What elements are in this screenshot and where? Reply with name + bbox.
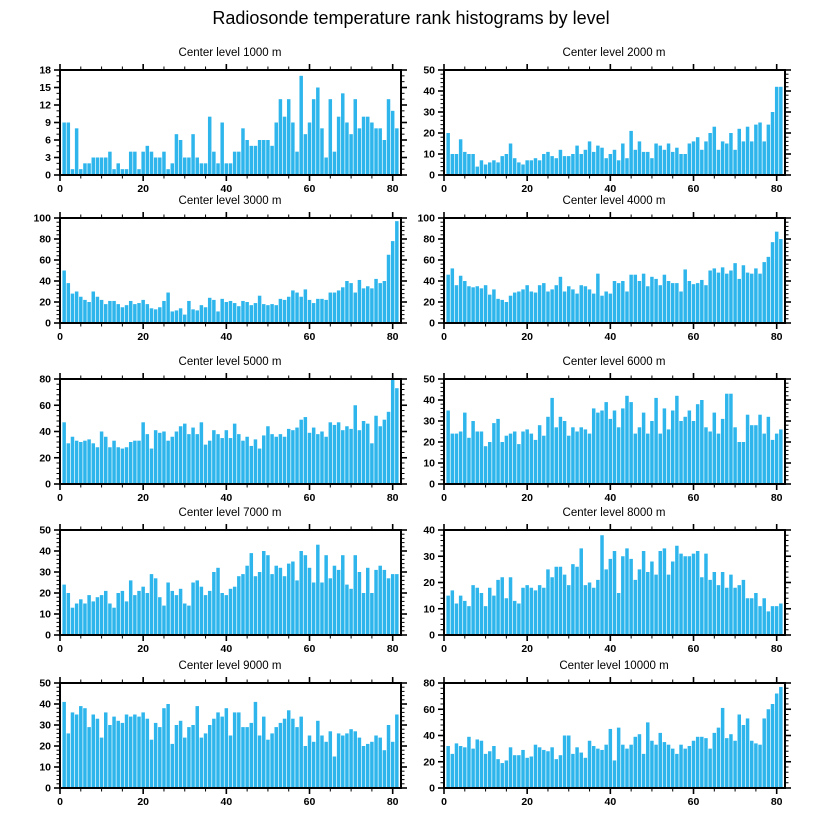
svg-text:40: 40 [39,275,51,288]
svg-text:20: 20 [521,331,534,343]
svg-text:0: 0 [441,331,447,343]
svg-text:0: 0 [441,796,447,808]
svg-text:80: 80 [770,492,783,504]
svg-text:40: 40 [604,331,617,343]
svg-text:0: 0 [429,782,435,795]
svg-text:80: 80 [386,492,399,504]
svg-text:0: 0 [57,331,63,343]
svg-text:10: 10 [423,457,435,470]
svg-text:9: 9 [45,117,51,129]
svg-text:20: 20 [39,587,51,600]
svg-text:80: 80 [770,183,783,195]
chart-title: Center level 9000 m [178,660,282,672]
svg-text:60: 60 [303,331,316,343]
svg-text:80: 80 [386,643,399,655]
svg-text:80: 80 [770,643,783,655]
svg-text:40: 40 [220,331,233,343]
svg-text:30: 30 [39,719,51,732]
histogram-plot [10,522,430,662]
svg-text:60: 60 [303,643,316,655]
svg-text:0: 0 [429,169,435,182]
svg-text:20: 20 [423,577,435,589]
svg-text:80: 80 [770,796,783,808]
chart-title: Center level 5000 m [178,356,282,368]
svg-text:60: 60 [687,643,700,655]
svg-text:15: 15 [39,82,51,94]
svg-text:40: 40 [220,183,233,195]
page-title: Radiosonde temperature rank histograms by level [212,8,610,28]
svg-text:40: 40 [39,426,51,438]
svg-text:0: 0 [45,169,51,182]
svg-text:20: 20 [423,436,435,449]
svg-text:40: 40 [423,275,435,288]
chart-title: Center level 8000 m [562,507,666,519]
svg-text:60: 60 [303,492,316,504]
svg-text:0: 0 [45,317,51,330]
svg-text:80: 80 [39,233,51,246]
svg-text:0: 0 [429,478,435,491]
svg-text:0: 0 [57,183,63,195]
svg-text:10: 10 [423,603,435,616]
svg-text:60: 60 [303,183,316,195]
svg-text:100: 100 [417,212,435,225]
chart-title: Center level 1000 m [178,47,282,59]
svg-text:20: 20 [137,183,150,195]
svg-text:50: 50 [39,524,51,537]
svg-text:0: 0 [441,183,447,195]
histogram-plot [394,210,814,350]
svg-text:80: 80 [770,331,783,343]
svg-text:40: 40 [220,492,233,504]
svg-text:100: 100 [33,212,51,225]
svg-text:20: 20 [521,643,534,655]
svg-text:30: 30 [423,550,435,563]
svg-text:60: 60 [303,796,316,808]
svg-text:80: 80 [386,183,399,195]
svg-text:0: 0 [57,796,63,808]
svg-text:20: 20 [39,452,51,465]
svg-text:40: 40 [423,85,435,98]
svg-text:12: 12 [39,99,51,112]
chart-title: Center level 3000 m [178,195,282,207]
svg-text:60: 60 [423,703,435,716]
svg-text:0: 0 [45,782,51,795]
svg-text:20: 20 [423,127,435,140]
chart-title: Center level 7000 m [178,507,282,519]
chart-title: Center level 4000 m [562,195,666,207]
histogram-plot [10,210,430,350]
svg-text:40: 40 [604,643,617,655]
svg-text:40: 40 [39,698,51,711]
svg-text:20: 20 [137,796,150,808]
histogram-plot [10,675,430,815]
svg-text:60: 60 [39,254,51,267]
svg-text:20: 20 [137,492,150,504]
svg-text:80: 80 [423,233,435,246]
svg-text:0: 0 [57,492,63,504]
svg-text:20: 20 [423,296,435,309]
svg-text:10: 10 [423,148,435,161]
svg-text:60: 60 [687,492,700,504]
svg-text:50: 50 [423,64,435,77]
svg-text:30: 30 [39,566,51,579]
svg-text:50: 50 [39,677,51,690]
svg-text:0: 0 [57,643,63,655]
svg-text:40: 40 [220,643,233,655]
histogram-plot [394,522,814,662]
svg-text:20: 20 [137,331,150,343]
svg-text:40: 40 [423,730,435,742]
svg-text:60: 60 [687,183,700,195]
svg-text:80: 80 [423,677,435,690]
svg-text:20: 20 [521,796,534,808]
svg-text:50: 50 [423,373,435,386]
svg-text:0: 0 [429,317,435,330]
svg-text:10: 10 [39,761,51,774]
svg-text:40: 40 [604,183,617,195]
histogram-plot [394,675,814,815]
svg-text:40: 40 [604,492,617,504]
svg-text:60: 60 [423,254,435,267]
svg-text:0: 0 [441,492,447,504]
svg-text:80: 80 [386,331,399,343]
svg-text:40: 40 [220,796,233,808]
chart-title: Center level 6000 m [562,356,666,368]
svg-text:40: 40 [39,545,51,558]
svg-text:80: 80 [386,796,399,808]
svg-text:18: 18 [39,64,51,77]
chart-title: Center level 2000 m [562,47,666,59]
svg-text:6: 6 [45,134,51,147]
svg-text:20: 20 [137,643,150,655]
chart-title: Center level 10000 m [559,660,669,672]
svg-text:30: 30 [423,415,435,428]
svg-text:0: 0 [45,478,51,491]
svg-text:3: 3 [45,152,51,164]
svg-text:20: 20 [521,492,534,504]
histogram-plot [394,371,814,511]
svg-text:40: 40 [423,394,435,407]
svg-text:20: 20 [521,183,534,195]
svg-text:80: 80 [39,373,51,386]
histogram-plot [10,62,430,202]
svg-text:10: 10 [39,608,51,621]
svg-text:20: 20 [423,756,435,769]
svg-text:0: 0 [429,629,435,642]
histogram-plot [394,62,814,202]
svg-text:0: 0 [441,643,447,655]
svg-text:60: 60 [39,399,51,412]
svg-text:40: 40 [423,524,435,537]
svg-text:20: 20 [39,296,51,309]
histogram-plot [10,371,430,511]
svg-text:40: 40 [604,796,617,808]
svg-text:20: 20 [39,740,51,753]
svg-text:30: 30 [423,106,435,119]
svg-text:60: 60 [687,331,700,343]
svg-text:0: 0 [45,629,51,642]
svg-text:60: 60 [687,796,700,808]
